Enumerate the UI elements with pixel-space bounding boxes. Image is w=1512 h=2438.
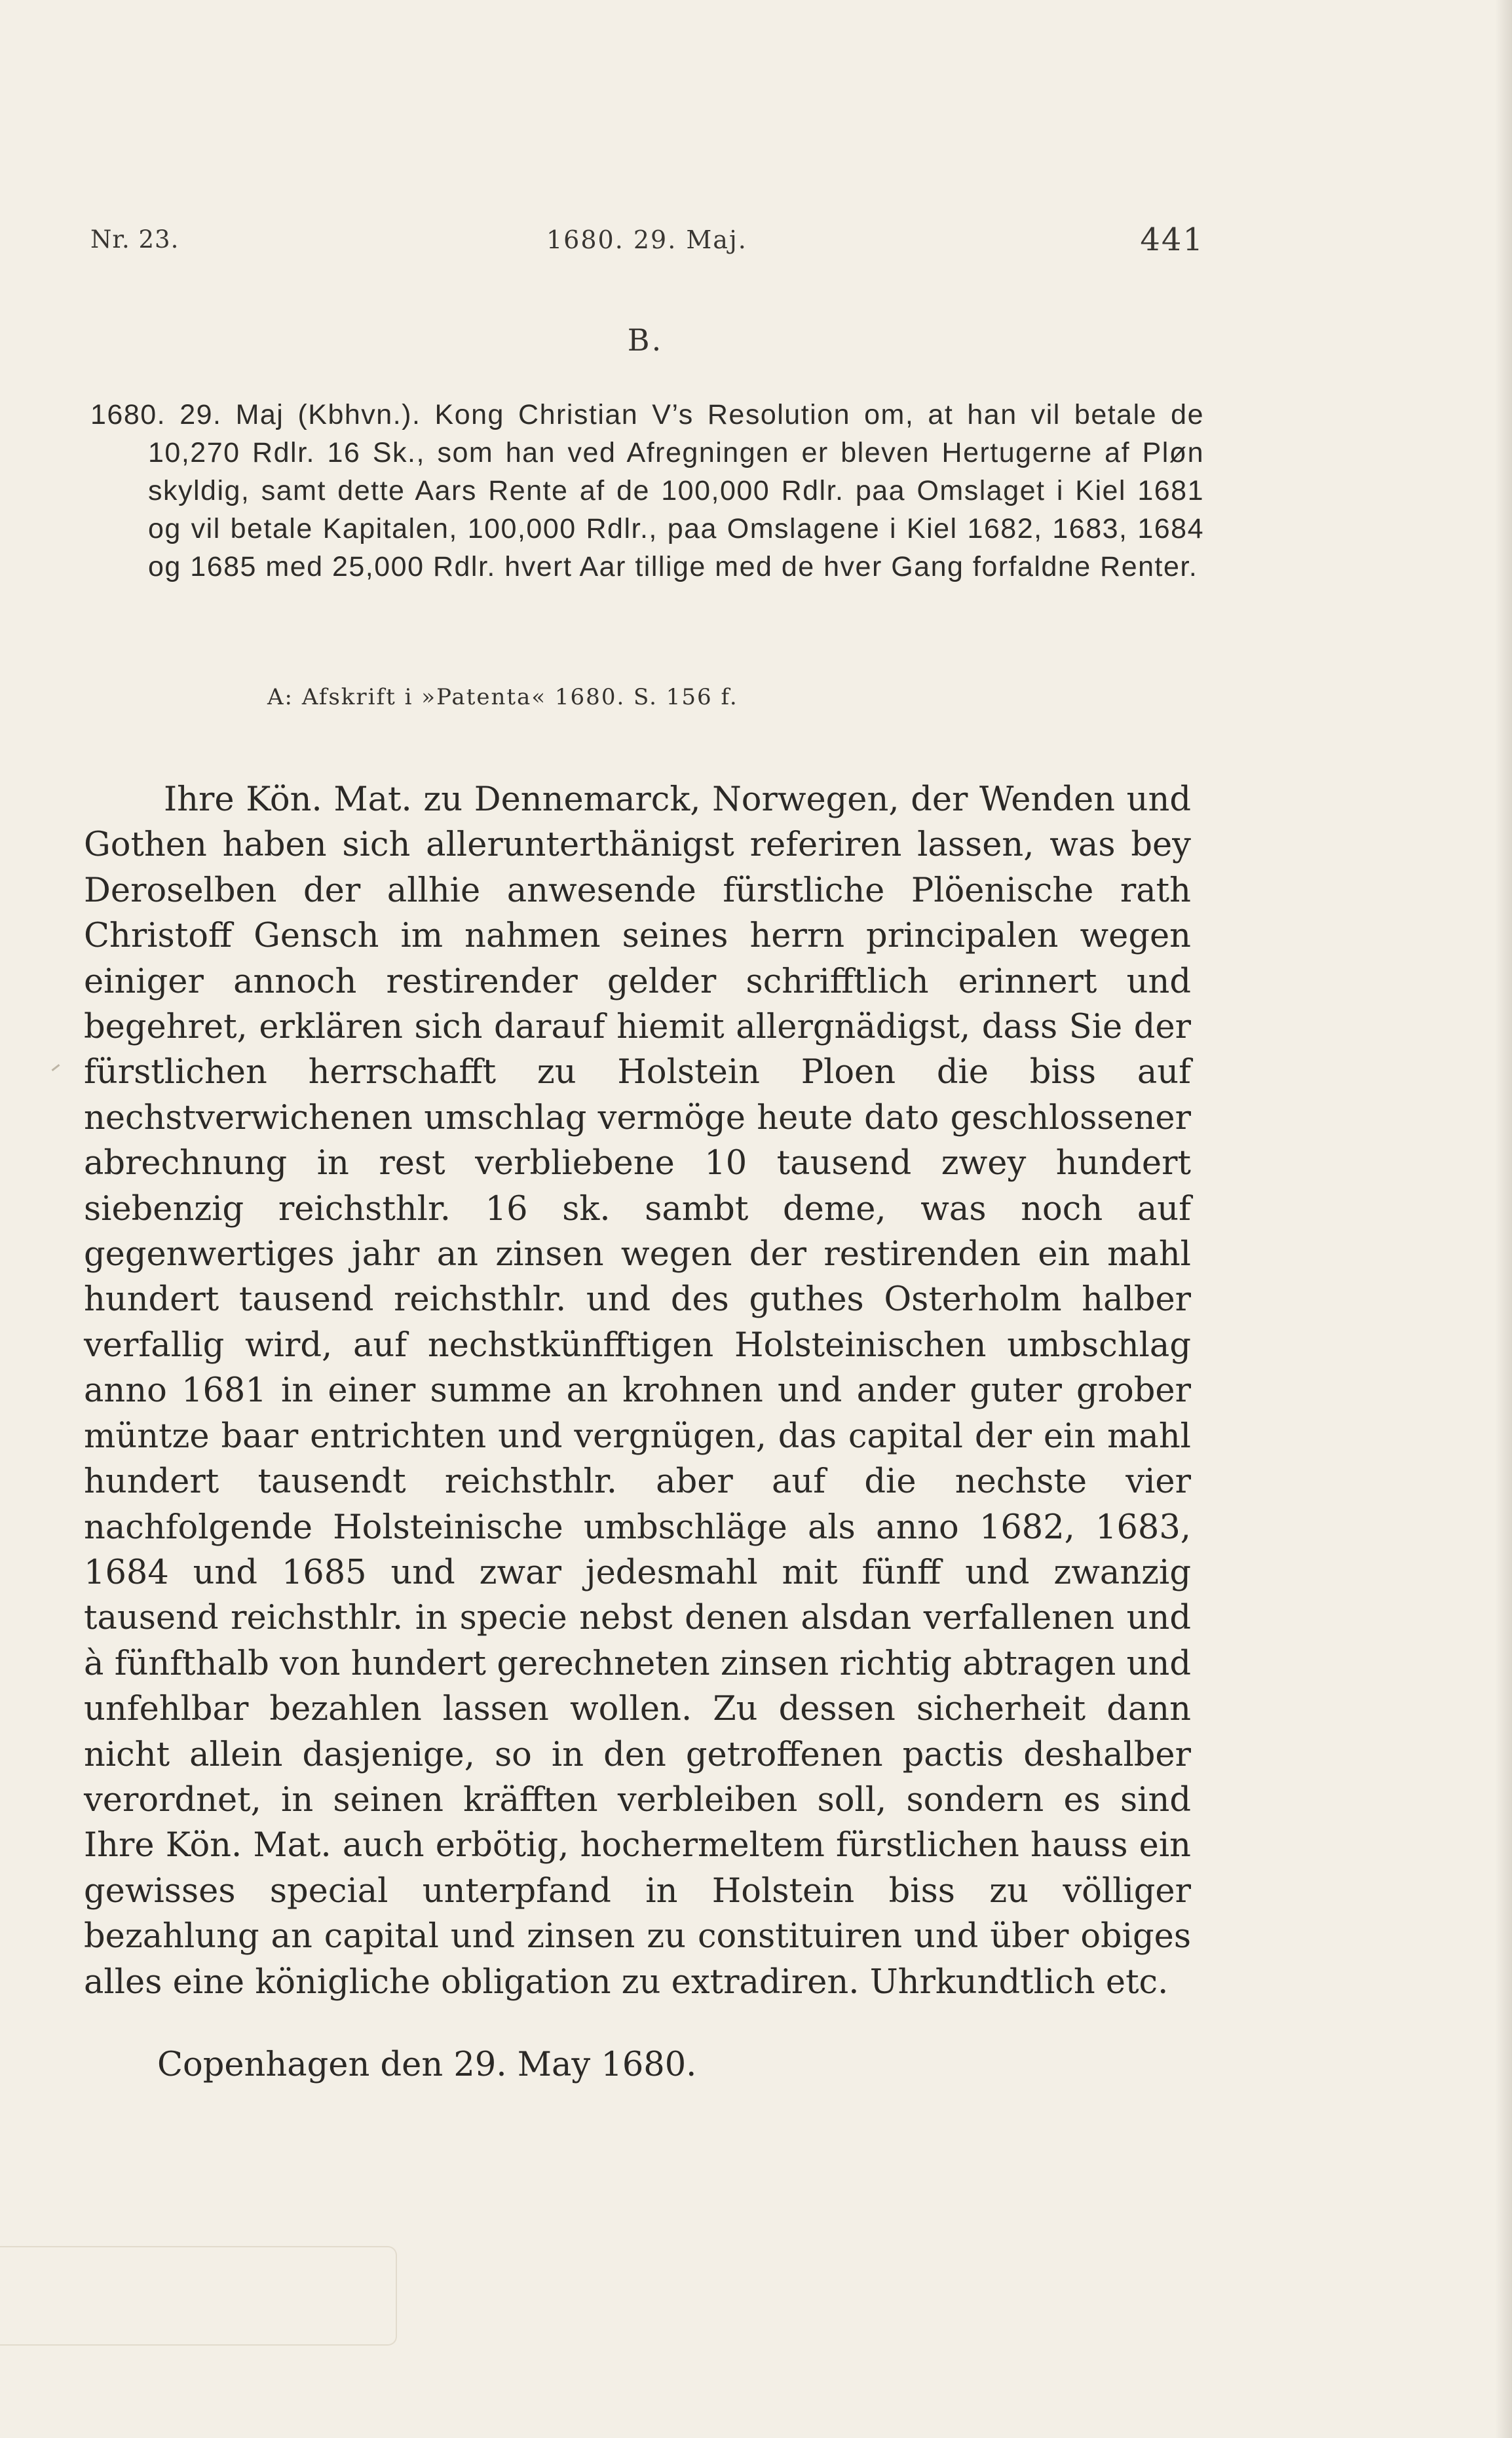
faint-bracket-mark xyxy=(0,2246,397,2346)
margin-mark xyxy=(52,1064,60,1071)
regest-summary xyxy=(90,396,1204,586)
resolution-text xyxy=(84,777,1191,2005)
page-number: 441 xyxy=(1140,221,1204,258)
document-number: Nr. 23. xyxy=(90,225,180,254)
regest-text: 1680. 29. Maj (Kbhvn.). Kong Christian V’s Resolution om, at han vil betale de 10,270 Rdlr. 16 Sk., som han ved Afregningen er bleven Hertugerne af Pløn skyldig, samt dette Aars Rente af de 100,000 Rdlr. paa Omslaget i Kiel 1681 og vil betale Kapitalen, 100,000 Rdlr., paa Omslagene i Kiel 1682, 1683, 1684 og 1685 med 25,000 Rdlr. hvert Aar tillige med de hver Gang forfaldne Renter. xyxy=(90,399,1204,582)
source-note: A: Afskrift i »Patenta« 1680. S. 156 f. xyxy=(267,684,738,710)
closing-line: Copenhagen den 29. May 1680. xyxy=(157,2046,697,2084)
header-date: 1680. 29. Maj. xyxy=(546,225,747,254)
page-edge-shadow xyxy=(1495,0,1512,2438)
running-header xyxy=(90,221,1204,261)
resolution-paragraph: Ihre Kön. Mat. zu Dennemarck, Norwegen, der Wenden und Gothen haben sich allerunterthänigst referiren lassen, was bey Deroselben der allhie anwesende fürstliche Plöenische rath Christoff Gensch im nahmen seines herrn principalen wegen einiger annoch restirender gelder schrifftlich erinnert und begehret, erklären sich darauf hiemit allergnädigst, dass Sie der fürstlichen herrschafft zu Holstein Ploen die biss auf nechstverwichenen umschlag vermöge heute dato geschlossener abrechnung in rest verbliebene 10 tausend zwey hundert siebenzig reichsthlr. 16 sk. sambt deme, was noch auf gegenwertiges jahr an zinsen wegen der restirenden ein mahl hundert tausend reichsthlr. und des guthes Osterholm halber verfallig wird, auf nechstkünfftigen Holsteinischen umbschlag anno 1681 in einer summe an krohnen und ander guter grober müntze baar entrichten und vergnügen, das capital der ein mahl hundert tausendt reichsthlr. aber auf die nechste vier nachfolgende Holsteinische umbschläge als anno 1682, 1683, 1684 und 1685 und zwar jedesmahl mit fünff und zwanzig tausend reichsthlr. in specie nebst denen alsdan verfallenen und à fünfthalb von hundert gerechneten zinsen richtig abtragen und unfehlbar bezahlen lassen wollen. Zu dessen sicherheit dann nicht allein dasjenige, so in den getroffenen pactis deshalber verordnet, in seinen kräfften verbleiben soll, sondern es sind Ihre Kön. Mat. auch erbötig, hochermeltem fürstlichen hauss ein gewisses special unterpfand in Holstein biss zu völliger bezahlung an capital und zinsen zu constituiren und über obiges alles eine königliche obligation zu extradiren. Uhrkundtlich etc. xyxy=(84,780,1191,2002)
section-heading: B. xyxy=(627,322,664,358)
